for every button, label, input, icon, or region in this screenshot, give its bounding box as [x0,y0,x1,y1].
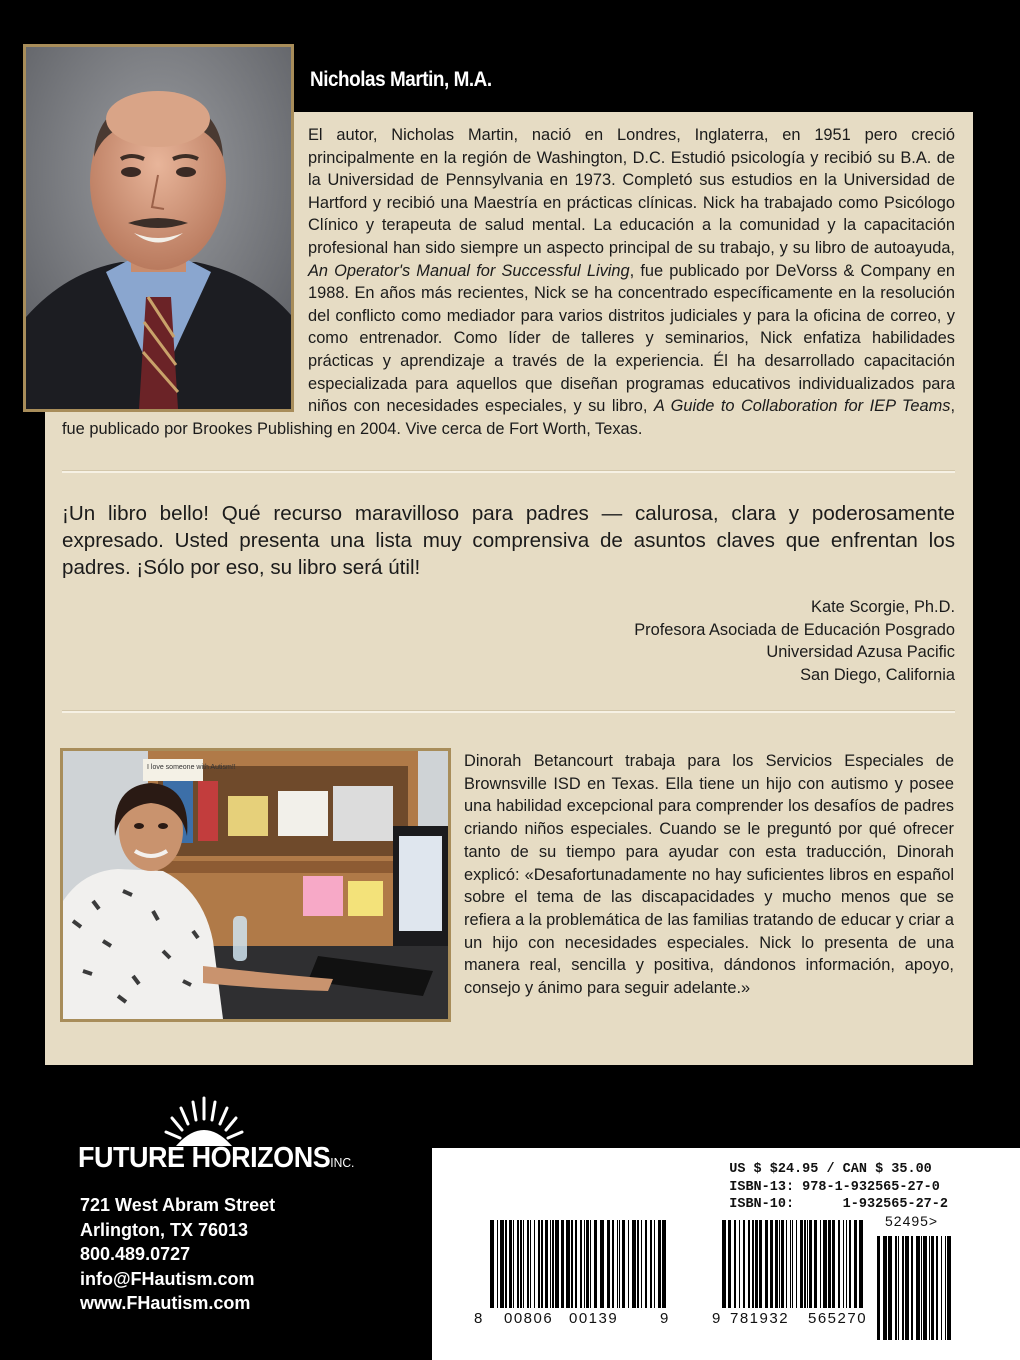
barcode-bar [838,1220,840,1308]
barcode-bar [654,1220,655,1308]
ean-digits-2: 565270 [808,1310,868,1327]
barcode-bar [759,1220,762,1308]
barcode-bar [571,1220,573,1308]
barcode-bar [527,1220,529,1308]
upc-digits-1: 00806 [504,1310,554,1327]
translator-photo [60,748,451,1022]
barcode-bar [500,1220,504,1308]
barcode-bar [820,1220,821,1308]
barcode-bar [662,1220,666,1308]
barcode-bar [622,1220,625,1308]
barcode-bar [619,1220,620,1308]
barcode-bar [658,1220,661,1308]
barcode-bar [541,1220,543,1308]
barcode-bar [490,1220,494,1308]
upc-digit-right: 9 [660,1310,669,1327]
barcode-bar [800,1220,803,1308]
barcode-bar [580,1220,582,1308]
address-line-2: Arlington, TX 76013 [80,1219,249,1240]
barcode-bar [550,1220,551,1308]
barcode-bar [941,1236,942,1340]
barcode-bar [545,1220,548,1308]
barcode-bar [523,1220,524,1308]
barcode-bar [650,1220,652,1308]
barcode-bar [849,1220,851,1308]
barcode-bar [637,1220,639,1308]
barcode-bar [513,1220,514,1308]
barcode-bar [923,1236,927,1340]
barcode-bar [779,1220,780,1308]
barcode-bar [854,1220,857,1308]
barcode-bar [931,1236,934,1340]
barcode-bar [534,1220,535,1308]
publisher-contact [80,1193,275,1316]
attribution-title: Profesora Asociada de Educación Posgrado [634,620,955,639]
barcode-bar [561,1220,564,1308]
barcode-bar [809,1220,812,1308]
barcode-bar [898,1236,899,1340]
barcode-bar [859,1220,863,1308]
barcode-bar [929,1236,930,1340]
barcode-bar [552,1220,554,1308]
barcode-bar [796,1220,797,1308]
barcode-bar [594,1220,597,1308]
barcode-bar [632,1220,636,1308]
barcode-bar [497,1220,498,1308]
barcode-bar [530,1220,531,1308]
barcode-bar [905,1236,909,1340]
barcode-bar [755,1220,758,1308]
phone: 800.489.0727 [80,1244,191,1265]
barcode-bar [617,1220,618,1308]
barcode-bar [509,1220,512,1308]
barcode-bar [781,1220,784,1308]
ean-digit-left: 9 [712,1310,721,1327]
barcode-bar [883,1236,887,1340]
isbn-10: ISBN-10: 1-932565-27-2 [729,1197,948,1212]
barcode-bar [823,1220,827,1308]
barcode-bar [807,1220,808,1308]
barcode-bar [722,1220,726,1308]
ean-digits-1: 781932 [730,1310,790,1327]
barcode-bar [728,1220,731,1308]
barcode-bar [645,1220,647,1308]
upc-digit-left: 8 [474,1310,483,1327]
address-line-1: 721 West Abram Street [80,1195,276,1215]
testimonial-quote: ¡Un libro bello! Qué recurso maravilloso para padres — calurosa, clara y poderosamente expresado. Usted presenta una lista muy comprensiva de asuntos claves que enfrentan los padres. ¡Sólo por eso, su libro será útil! [62,502,955,579]
divider [62,710,955,713]
barcode-bar [792,1220,793,1308]
barcode-area [432,1148,1020,1360]
barcode-bar [520,1220,522,1308]
barcode-bar [843,1220,844,1308]
barcode-bar [877,1236,880,1340]
website-link[interactable]: www.FHautism.com [80,1293,251,1314]
barcode-bar [790,1220,791,1308]
barcode-bar [590,1220,591,1308]
barcode-bar [505,1220,507,1308]
email-link[interactable]: info@FHautism.com [80,1268,255,1289]
barcode-bar [947,1236,951,1340]
barcode-bar [846,1220,847,1308]
barcode-bar [945,1236,946,1340]
photo-sign: I love someone with Autism!! [147,764,236,771]
barcode-bar [612,1220,614,1308]
barcode-bar [895,1236,897,1340]
isbn-13: ISBN-13: 978-1-932565-27-0 [729,1179,940,1195]
book-title-2: A Guide to Collaboration for IEP Teams [653,397,951,416]
barcode-bar [743,1220,745,1308]
barcode-bar [517,1220,519,1308]
barcode-bar [911,1236,913,1340]
barcode-bar [628,1220,629,1308]
barcode-bar [555,1220,559,1308]
barcode-bar [607,1220,610,1308]
barcode-bar [739,1220,740,1308]
barcode-bar [586,1220,589,1308]
price: US $ $24.95 / CAN $ 35.00 [729,1162,932,1177]
divider [62,470,955,473]
translator-bio: Dinorah Betancourt trabaja para los Servicios Especiales de Brownsville ISD en Texas. Ella tiene un hijo con autismo y posee una habilidad excepcional para comprender los desafíos de padres criando niños especiales. Cuando se le preguntó por qué ofrecer tanto de su tiempo para ayudar con esta traducción, Dinorah explicó: «Desafortunadamente no hay suficientes libros en español sobre el tema de las discapacidades y mucho menos que se refiera a la problemática de las familias tratando de educar y criar a un hijo con necesidades especiales. Nick lo presenta de una manera real, sencilla y positiva, dándonos información, apoyo, consejo y ánimo para seguir adelante.» [464,752,954,998]
barcode-bar [770,1220,773,1308]
upc-digits-2: 00139 [569,1310,619,1327]
book-title-1: An Operator's Manual for Successful Living [308,261,630,280]
attribution-institution: Universidad Azusa Pacific [766,643,955,662]
attribution-name: Kate Scorgie, Ph.D. [811,598,955,616]
author-name: Nicholas Martin, M.A. [310,68,492,91]
barcode-bar [575,1220,577,1308]
author-bio: El autor, Nicholas Martin, nació en Londres, Inglaterra, en 1951 pero creció principalmente en la región de Washington, D.C. Estudió psicología y recibió su B.A. de la Universidad de Pennsylvania en 1973. Completó sus estudios en la Universidad de Hartford y recibió una Maestría en prácticas clínicas. Nick ha trabajado como Psicólogo Clínico y terapeuta de salud mental. La educación a la comunidad y la capacitación profesional han sido siempre un aspecto principal de su trabajo, y su libro de autoayuda, An Operator's Manual for Successful Living, fue publicado por DeVorss & Company en 1988. En años más recientes, Nick se ha concentrado específicamente en la resolución del conflicto como mediador para varios distritos judiciales y para la oficina de correo, y como entrenador. Como líder de talleres y seminarios, Nick enfatiza habilidades prácticas y aprendizaje a través de la experiencia. Él ha desarrollado capacitación especializada para aquellos que diseñan programas educativos individualizados para niños con necesidades especiales, y su libro, A Guide to Collaboration for IEP Teams, fue publicado por Brookes Publishing en 2004. Vive cerca de Fort Worth, Texas. [62,126,956,438]
testimonial-attribution [634,596,955,686]
barcode-bar [921,1236,922,1340]
addon-number: 52495> [885,1213,939,1229]
barcode-bar [936,1236,938,1340]
barcode-bar [775,1220,778,1308]
barcode-bar [641,1220,642,1308]
barcode-bar [584,1220,585,1308]
barcode-bar [902,1236,904,1340]
barcode-bar [786,1220,787,1308]
attribution-location: San Diego, California [800,665,955,684]
barcode-bar [734,1220,736,1308]
barcode-bar [916,1236,920,1340]
barcode-bars [432,1148,1020,1360]
barcode-bar [600,1220,604,1308]
barcode-bar [752,1220,754,1308]
barcode-bar [832,1220,835,1308]
barcode-bar [566,1220,570,1308]
barcode-bar [814,1220,817,1308]
publisher-logo: FUTURE HORIZONSINC. [78,1142,355,1174]
barcode-bar [748,1220,750,1308]
barcode-bar [888,1236,892,1340]
barcode-bar [538,1220,540,1308]
barcode-bar [765,1220,768,1308]
barcode-bar [804,1220,806,1308]
barcode-bar [828,1220,831,1308]
